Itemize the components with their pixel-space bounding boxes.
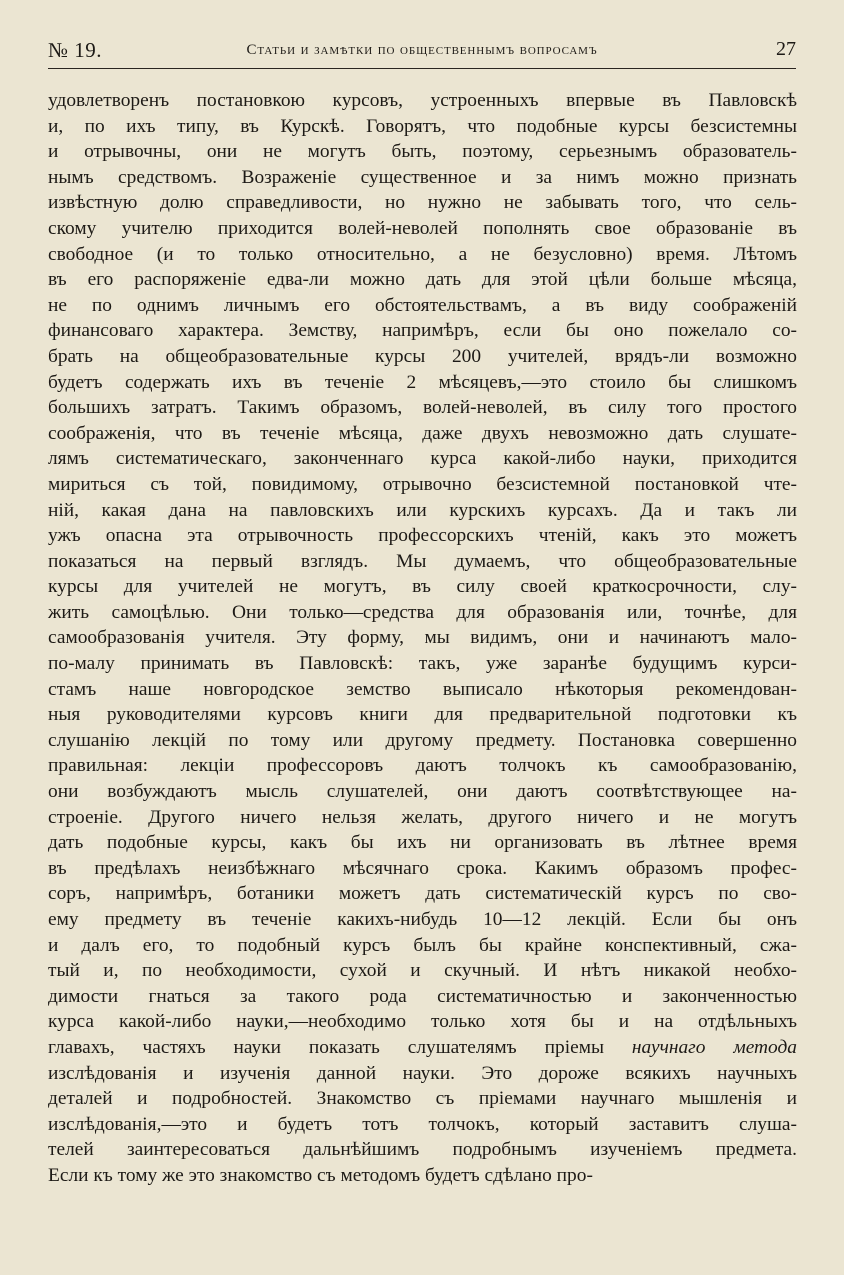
text-line: и далъ его, то подобный курсъ былъ бы крайне конспективный, сжа-: [48, 934, 797, 956]
text-line: показаться на первый взглядъ. Мы думаемъ, что общеобразовательные: [48, 550, 797, 572]
text-line: жить самоцѣлью. Они только—средства для образованія или, точнѣе, для: [48, 601, 797, 623]
text-line: Если къ тому же это знакомство съ методомъ будетъ сдѣлано про-: [48, 1164, 593, 1186]
text-line: изслѣдованія,—это и будетъ тотъ толчокъ, который заставитъ слуша-: [48, 1113, 797, 1135]
text-line: и отрывочны, они не могутъ быть, поэтому, серьезнымъ образователь-: [48, 141, 797, 163]
page-header: [48, 28, 796, 68]
text-line: ему предмету въ теченіе какихъ-нибудь 10—12 лекцій. Если бы онъ: [48, 909, 797, 930]
text-line: строеніе. Другого ничего нельзя желать, другого ничего и не могутъ: [48, 806, 797, 828]
text-line: мириться съ той, повидимому, отрывочно безсистемной постановкой чте-: [48, 473, 797, 495]
running-title: Статьи и замѣтки по общественнымъ вопросамъ: [246, 42, 598, 58]
text-line: главахъ, частяхъ науки показать слушателямъ пріемы научнаго метода: [48, 1036, 797, 1058]
text-line: не по однимъ личнымъ его обстоятельствамъ, а въ виду соображеній: [48, 294, 797, 316]
text-line: будетъ содержать ихъ въ теченіе 2 мѣсяцевъ,—это стоило бы слишкомъ: [48, 371, 797, 393]
text-line: ній, какая дана на павловскихъ или курскихъ курсахъ. Да и такъ ли: [48, 499, 797, 521]
text-line: правильная: лекціи профессоровъ даютъ толчокъ къ самообразованію,: [48, 755, 797, 777]
text-line: большихъ затратъ. Такимъ образомъ, волей-неволей, въ силу того простого: [48, 397, 797, 419]
article-body: [48, 88, 797, 1189]
text-line: дать подобные курсы, какъ бы ихъ ни организовать въ лѣтнее время: [48, 832, 797, 854]
text-line: изслѣдованія и изученія данной науки. Это дороже всякихъ научныхъ: [48, 1062, 797, 1084]
text-line: удовлетворенъ постановкою курсовъ, устроенныхъ впервые въ Павловскѣ: [48, 90, 797, 111]
text-line: соображенія, что въ теченіе мѣсяца, даже двухъ невозможно дать слушате-: [48, 422, 797, 444]
text-line: тый и, по необходимости, сухой и скучный. И нѣтъ никакой необхо-: [48, 960, 797, 982]
text-line: стамъ наше новгородское земство выписало нѣкоторыя рекомендован-: [48, 678, 797, 700]
text-line: въ его распоряженіе едва-ли можно дать для этой цѣли больше мѣсяца,: [48, 269, 797, 291]
text-line: димости гнаться за такого рода систематичностью и законченностью: [48, 985, 797, 1007]
text-line: брать на общеобразовательные курсы 200 учителей, врядъ-ли возможно: [48, 345, 797, 367]
text-line: ныя руководителями курсовъ книги для предварительной подготовки къ: [48, 704, 797, 726]
page-number: 27: [776, 38, 796, 60]
issue-number: № 19.: [48, 38, 103, 62]
text-line: курсы для учителей не могутъ, въ силу своей краткосрочности, слу-: [48, 576, 797, 598]
text-line: и, по ихъ типу, въ Курскѣ. Говорятъ, что подобные курсы безсистемны: [48, 115, 797, 137]
text-line: свободное (и то только относительно, а не безусловно) время. Лѣтомъ: [48, 243, 797, 265]
text-line: въ предѣлахъ неизбѣжнаго мѣсячнаго срока. Какимъ образомъ профес-: [48, 857, 797, 879]
text-line: ужъ опасна эта отрывочность профессорскихъ чтеній, какъ это можетъ: [48, 525, 797, 547]
text-line: финансоваго характера. Земству, напримѣръ, если бы оно пожелало со-: [48, 320, 797, 342]
text-line: телей заинтересоваться дальнѣйшимъ подробнымъ изученіемъ предмета.: [48, 1139, 797, 1161]
text-line: курса какой-либо науки,—необходимо только хотя бы и на отдѣльныхъ: [48, 1011, 797, 1033]
text-line: скому учителю приходится волей-неволей пополнять свое образованіе въ: [48, 217, 797, 239]
text-line: нымъ средствомъ. Возраженіе существенное и за нимъ можно признать: [48, 166, 797, 188]
text-line: соръ, напримѣръ, ботаники можетъ дать систематическій курсъ по сво-: [48, 883, 797, 905]
text-line: они возбуждаютъ мысль слушателей, они даютъ соотвѣтствующее на-: [48, 781, 797, 803]
text-line: слушанію лекцій по тому или другому предмету. Постановка совершенно: [48, 729, 797, 751]
text-line: по-малу принимать въ Павловскѣ: такъ, уже заранѣе будущимъ курси-: [48, 653, 797, 675]
text-line: извѣстную долю справедливости, но нужно не забывать того, что сель-: [48, 192, 797, 214]
italic-emphasis: научнаго метода: [631, 1036, 797, 1058]
text-line: самообразованія учителя. Эту форму, мы видимъ, они и начинаютъ мало-: [48, 627, 797, 649]
text-line: деталей и подробностей. Знакомство съ пріемами научнаго мышленія и: [48, 1088, 797, 1110]
header-rule: [48, 68, 796, 69]
text-line: лямъ систематическаго, законченнаго курса какой-либо науки, приходится: [48, 448, 797, 470]
